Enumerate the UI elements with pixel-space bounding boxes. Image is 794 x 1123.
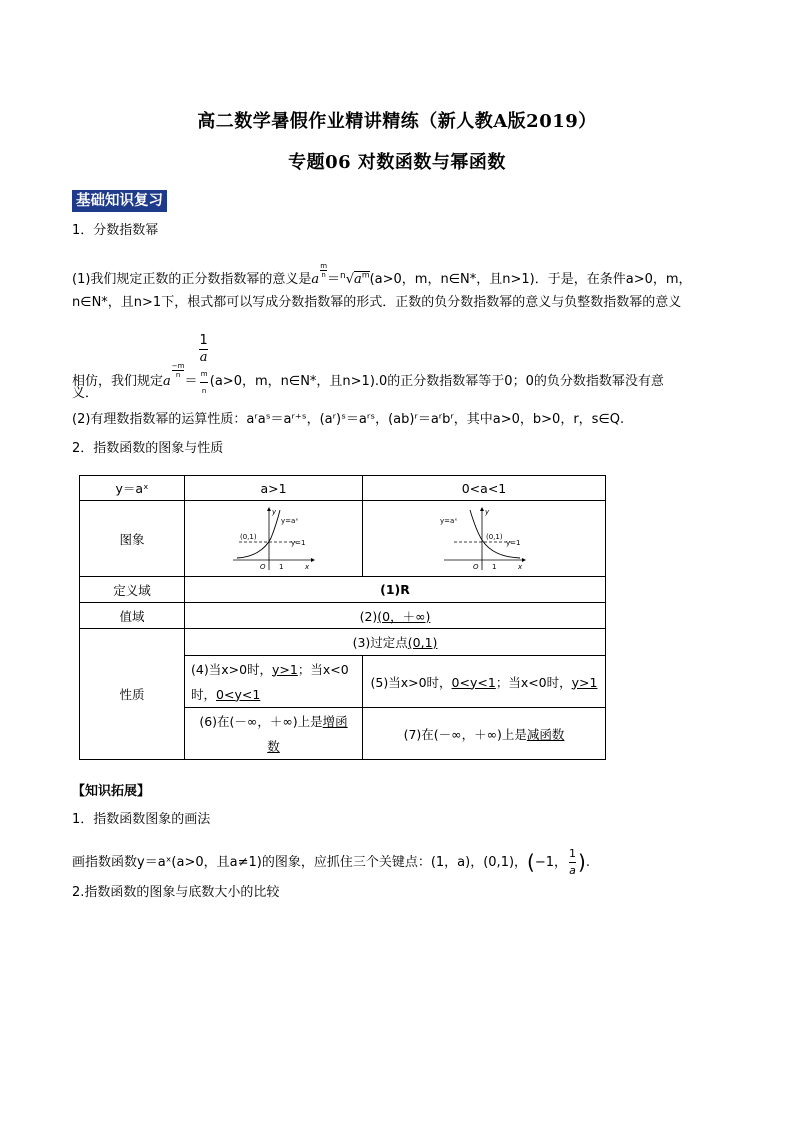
prop4-text-a: (4)当x>0时， [191, 661, 273, 677]
exponent-fraction: $\frac{m}{n}$ [320, 262, 328, 279]
table-header-a-lt-1: 0<a<1 [363, 476, 606, 501]
definition-line-2: n∈N*，且n>1下，根式都可以写成分数指数幂的形式．正数的负分数指数幂的意义与负整数指数幂的意义 [72, 295, 682, 310]
row-label-domain: 定义域 [80, 577, 185, 603]
key-point-fraction [569, 846, 576, 879]
property-6 [185, 708, 363, 760]
graph2-x-label: x [518, 562, 523, 571]
property-7 [363, 708, 606, 760]
property-4 [185, 656, 363, 708]
definition-line-1: (1)我们规定正数的正分数指数幂的意义是a $\frac{m}{n}$ $=^n√a^m(a>0$，m，n∈N*，且n>1)．于是，在条件a>0，m， [72, 262, 692, 287]
y-arrow-icon [480, 507, 484, 511]
range-value [185, 603, 606, 629]
equals-sign-2: ＝ [184, 374, 198, 389]
row-label-graph: 图象 [80, 501, 185, 577]
row-label-range: 值域 [80, 603, 185, 629]
graph1-x-label: x [304, 562, 309, 571]
heading-exponential-graph: 2．指数函数的图象与性质 [72, 441, 224, 456]
definition-3-condition: (a>0，m，n∈N*，且n>1).0的正分数指数幂等于0；0的负分数指数幂没有意 [209, 374, 664, 389]
graph2-curve-label: y=aˣ [440, 516, 458, 525]
graph2-line-label: y=1 [506, 538, 521, 547]
graph1-point-label: (0,1) [239, 532, 257, 541]
graph2-point-label: (0,1) [486, 532, 503, 541]
prop5-text-a: (5)当x>0时， [370, 674, 452, 690]
table-header-a-gt-1: a>1 [185, 476, 363, 501]
key-points-text: 画指数函数y＝aˣ(a>0，且a≠1)的图象，应抓住三个关键点：(1，a)，(0,1)，(−1， $\frac{1}{a}$ ). [72, 847, 590, 877]
property-5 [363, 656, 606, 708]
prop4-text-d: 时， [191, 686, 217, 702]
key-point-denominator: a [569, 864, 576, 877]
graph1-curve-label: y=aˣ [280, 516, 298, 525]
table-header-function: y＝aˣ [80, 476, 185, 501]
prop7-text-a: (7)在(－∞，＋∞)上是 [403, 726, 527, 742]
definition-3-prefix: 相仿，我们规定 [72, 374, 164, 389]
graph-decreasing [440, 506, 528, 572]
graph2-one-label: 1 [492, 562, 497, 571]
radical-expression: n [340, 271, 346, 281]
y-arrow-icon [267, 507, 271, 511]
negative-exponent: $\frac{-m}{n}$ [171, 362, 185, 379]
key-point-numerator: 1 [569, 846, 576, 863]
key-points-sentence: 画指数函数y＝aˣ(a>0，且a≠1)的图象，应抓住三个关键点：(1，a)，(0,1)， [72, 855, 528, 870]
graph1-one-label: 1 [278, 562, 283, 571]
reciprocal-fraction: 1 a m n [199, 333, 208, 395]
x-arrow-icon [522, 558, 526, 562]
graph-increasing-cell [185, 501, 363, 577]
properties-table [79, 475, 606, 760]
graph1-y-label: y [271, 507, 276, 516]
definition-line-3: 相仿，我们规定a $\frac{-m}{n}$ ＝ 1 a m n (a>0，m，n∈N*，且n>1).0的正分数指数幂等于0；0的负分数指数幂没有意 [72, 333, 664, 399]
document-title: 高二数学暑假作业精讲精练（新人教A版2019） [197, 111, 597, 132]
prop5-text-b: 0<y<1 [451, 674, 496, 690]
key-point-pair: ( [527, 850, 535, 874]
graph2-y-label: y [485, 507, 490, 516]
x-arrow-icon [311, 558, 315, 562]
prop6-text-b: 增函 [322, 713, 348, 729]
graph2-origin-label: O [473, 562, 479, 571]
key-point-pair-prefix: −1， [534, 855, 568, 870]
prop6-text-a: (6)在(－∞，＋∞)上是 [199, 713, 323, 729]
fixed-point-property [185, 629, 606, 656]
radical-sign-icon: √ [345, 272, 355, 287]
heading-fractional-exponent: 1．分数指数幂 [72, 223, 159, 238]
prop5-text-d: y>1 [571, 674, 598, 690]
extension-heading: 【知识拓展】 [72, 784, 151, 799]
document-subtitle: 专题06 对数函数与幂函数 [288, 152, 506, 173]
definition-condition: (a>0，m，n∈N*，且n>1)．于是，在条件a>0，m， [369, 272, 692, 287]
operation-properties: (2)有理数指数幂的运算性质：aʳaˢ＝aʳ⁺ˢ，(aʳ)ˢ＝aʳˢ，(ab)ʳ＝aʳbʳ，其中a>0，b>0，r，s∈Q. [72, 412, 625, 427]
prop4-text-e: 0<y<1 [216, 686, 261, 702]
graph-increasing [231, 506, 317, 572]
heading-graph-drawing: 1．指数函数图象的画法 [72, 812, 211, 827]
prop6-text-c: 数 [267, 738, 280, 754]
row-label-properties: 性质 [80, 629, 185, 760]
equals-sign: ＝ [327, 272, 341, 287]
definition-prefix: (1)我们规定正数的正分数指数幂的意义是 [72, 272, 312, 287]
prop4-text-b: y>1 [272, 661, 298, 677]
graph1-origin-label: O [259, 562, 266, 571]
graph1-line-label: y=1 [290, 538, 305, 547]
prop7-text-b: 减函数 [526, 726, 565, 742]
domain-value: (1)R [185, 577, 606, 603]
section-badge: 基础知识复习 [72, 190, 167, 212]
heading-base-comparison: 2.指数函数的图象与底数大小的比较 [72, 885, 280, 900]
fixed-point-value: (0,1) [407, 635, 438, 650]
range-interval: (0，＋∞) [377, 608, 431, 624]
fixed-point-prefix: (3)过定点 [352, 635, 408, 650]
prop4-text-c: ；当x<0 [297, 661, 349, 677]
range-prefix: (2) [359, 608, 378, 624]
graph-decreasing-cell [363, 501, 606, 577]
definition-line-4: 义． [72, 386, 99, 401]
prop5-text-c: ；当x<0时， [495, 674, 572, 690]
